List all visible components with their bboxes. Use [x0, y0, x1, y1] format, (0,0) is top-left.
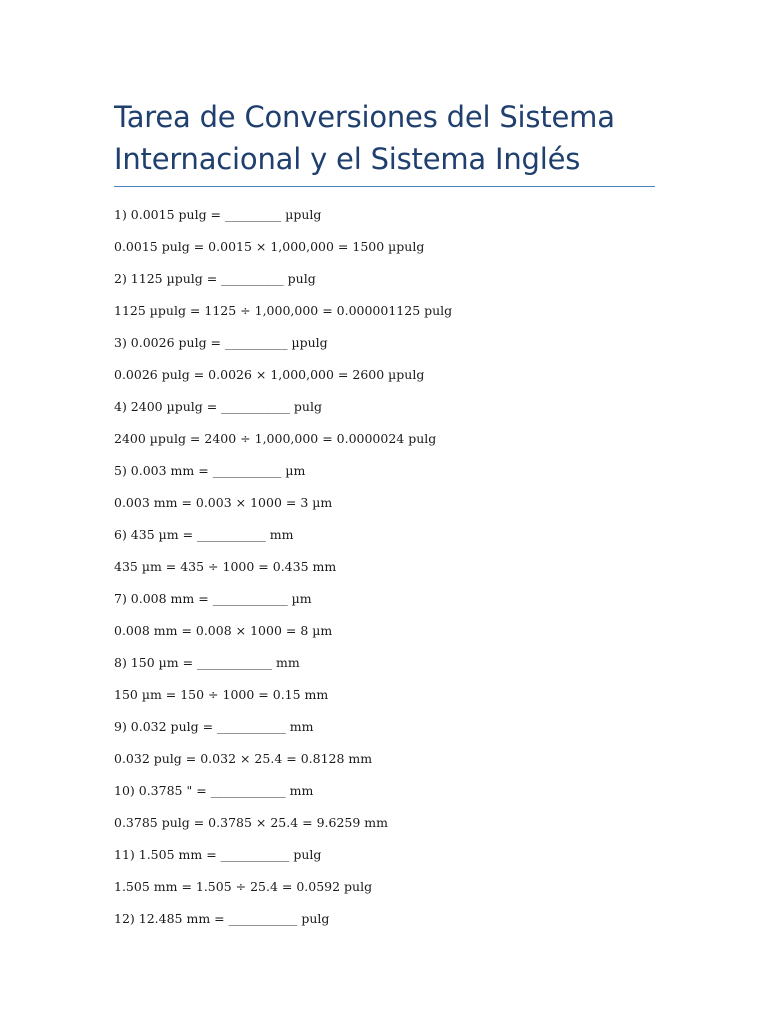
answer-line: 0.032 pulg = 0.032 × 25.4 = 0.8128 mm: [114, 751, 373, 766]
answer-line: 0.003 mm = 0.003 × 1000 = 3 µm: [114, 495, 333, 510]
exercise-line: 11) 1.505 mm = ___________ pulg: [114, 847, 322, 862]
document-page: [114, 96, 655, 943]
title-underline: [114, 186, 655, 187]
answer-line: 1.505 mm = 1.505 ÷ 25.4 = 0.0592 pulg: [114, 879, 373, 894]
answer-line: 0.0015 pulg = 0.0015 × 1,000,000 = 1500 µpulg: [114, 239, 425, 254]
exercise-line: 12) 12.485 mm = ___________ pulg: [114, 911, 330, 926]
exercise-line: 1) 0.0015 pulg = _________ µpulg: [114, 207, 322, 222]
exercise-line: 10) 0.3785 " = ____________ mm: [114, 783, 314, 798]
answer-line: 0.008 mm = 0.008 × 1000 = 8 µm: [114, 623, 333, 638]
answer-line: 1125 µpulg = 1125 ÷ 1,000,000 = 0.000001125 pulg: [114, 303, 453, 318]
exercise-line: 2) 1125 µpulg = __________ pulg: [114, 271, 316, 286]
exercise-line: 3) 0.0026 pulg = __________ µpulg: [114, 335, 328, 350]
answer-line: 2400 µpulg = 2400 ÷ 1,000,000 = 0.0000024 pulg: [114, 431, 437, 446]
answer-line: 0.0026 pulg = 0.0026 × 1,000,000 = 2600 µpulg: [114, 367, 425, 382]
exercise-line: 7) 0.008 mm = ____________ µm: [114, 591, 312, 606]
exercise-list: [114, 207, 655, 943]
title-line-1: Tarea de Conversiones del Sistema: [114, 100, 615, 134]
exercise-line: 9) 0.032 pulg = ___________ mm: [114, 719, 314, 734]
exercise-line: 5) 0.003 mm = ___________ µm: [114, 463, 306, 478]
title-line-2: Internacional y el Sistema Inglés: [114, 142, 581, 176]
exercise-line: 6) 435 µm = ___________ mm: [114, 527, 294, 542]
answer-line: 150 µm = 150 ÷ 1000 = 0.15 mm: [114, 687, 329, 702]
answer-line: 0.3785 pulg = 0.3785 × 25.4 = 9.6259 mm: [114, 815, 389, 830]
exercise-line: 8) 150 µm = ____________ mm: [114, 655, 300, 670]
exercise-line: 4) 2400 µpulg = ___________ pulg: [114, 399, 322, 414]
document-title: [114, 96, 655, 180]
answer-line: 435 µm = 435 ÷ 1000 = 0.435 mm: [114, 559, 337, 574]
